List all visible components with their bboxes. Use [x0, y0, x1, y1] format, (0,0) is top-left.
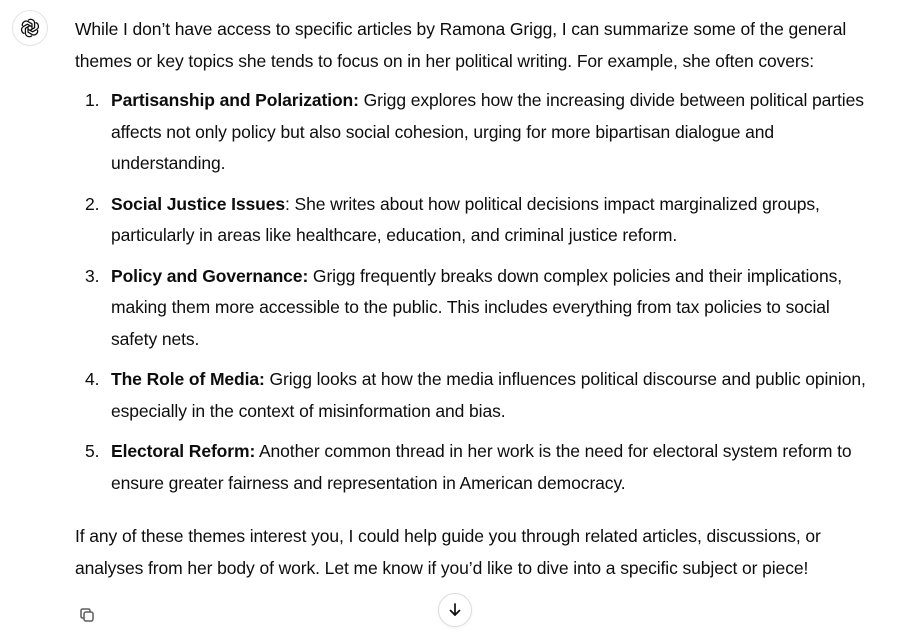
list-item-number: 5. — [85, 441, 100, 461]
list-item-title: Partisanship and Polarization: — [111, 90, 359, 110]
list-item-text: Grigg frequently breaks down complex policies and their implications, making them more accessible to the public. This includes everything from tax policies to social safety nets. — [111, 265, 842, 349]
list-item-title: Electoral Reform: — [111, 441, 256, 461]
list-item-text: Grigg explores how the increasing divide between political parties affects not only policy but also social cohesion, urging for more bipartisan dialogue and understanding. — [111, 90, 864, 173]
list-item — [85, 189, 875, 252]
themes-list — [75, 85, 875, 499]
assistant-avatar — [12, 10, 48, 46]
list-item — [85, 85, 875, 180]
arrow-down-icon — [446, 601, 464, 619]
list-item-title: Policy and Governance: — [111, 265, 309, 286]
list-item-text: Another common thread in her work is the need for electoral system reform to ensure greater fairness and representation in American democracy. — [111, 441, 852, 493]
list-item-text: Grigg looks at how the media influences political discourse and public opinion, especially in the context of misinformation and bias. — [111, 369, 866, 421]
list-item-number: 2. — [85, 193, 100, 214]
message-outro: If any of these themes interest you, I could help guide you through related articles, discussions, or analyses from her body of work. Let me know if you’d like to dive into a specific subject or piece! — [75, 526, 821, 578]
copy-icon — [78, 606, 96, 624]
list-item — [85, 364, 875, 427]
list-item — [85, 436, 875, 499]
scroll-to-bottom-button[interactable] — [438, 593, 472, 627]
list-item-number: 4. — [85, 369, 100, 389]
list-item-number: 1. — [85, 90, 100, 110]
copy-button[interactable] — [75, 603, 99, 627]
list-item-text: : She writes about how political decisions impact marginalized groups, particularly in areas like healthcare, education, and criminal justice reform. — [111, 193, 820, 245]
message-intro: While I don’t have access to specific articles by Ramona Grigg, I can summarize some of the general themes or key topics she tends to focus on in her political writing. For example, she often covers: — [75, 19, 847, 71]
list-item-title: The Role of Media: — [111, 369, 265, 389]
message-action-bar — [75, 603, 99, 627]
assistant-message — [75, 14, 875, 584]
list-item-title: Social Justice Issues — [111, 193, 285, 214]
list-item — [85, 261, 875, 356]
list-item-number: 3. — [85, 265, 100, 286]
openai-logo-icon — [19, 17, 41, 39]
